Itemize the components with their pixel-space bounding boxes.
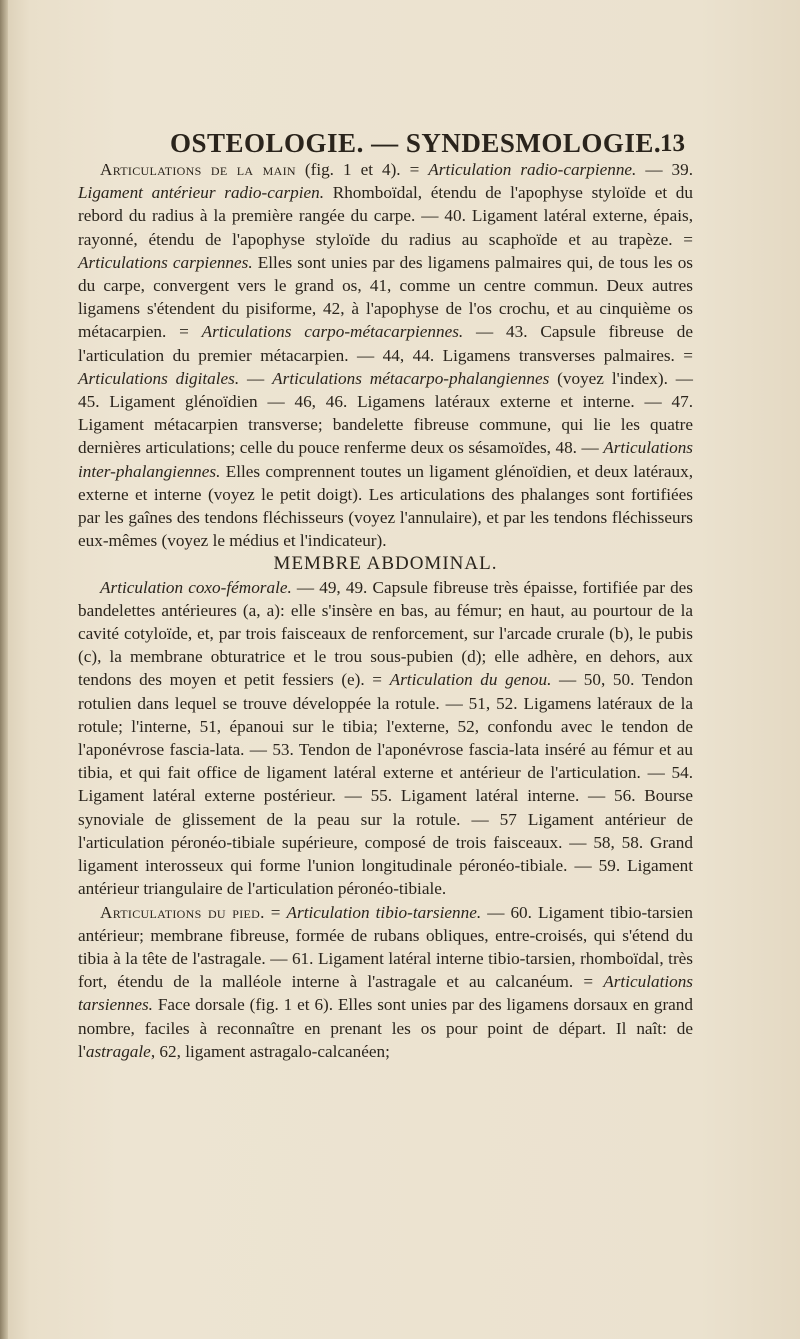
subheading-tarsiennes: Articulations tarsiennes. xyxy=(78,972,693,1015)
paragraph-coxo-femorale xyxy=(78,576,693,901)
text-run: — 39. xyxy=(636,160,694,179)
subheading-carpo-metacarpiennes: Articulations carpo-métacarpiennes. xyxy=(201,322,464,342)
subheading-coxo-femorale: Articulation coxo-fémorale. xyxy=(100,577,292,597)
section-heading: MEMBRE ABDOMINAL. xyxy=(273,553,498,575)
subheading-tibio-tarsienne: Articulation tibio-tarsienne. xyxy=(286,902,482,922)
term-astragale: astragale xyxy=(85,1041,151,1061)
page-binding-edge xyxy=(0,0,8,1339)
text-run: — xyxy=(239,368,273,388)
text-run: — 43. Capsule fibreuse de l'articulation du premier métacarpien. — 44, 44. Ligamens transverses palmaires. = xyxy=(78,322,693,365)
text-run: — 50, 50. Tendon rotulien dans lequel se trouve développée la rotule. — 51, 52. Ligamens latéraux de la rotule; l'interne, 51, épanoui sur le tibia; l'externe, 52, confondu avec le tendon de l'aponévrose fascia-lata. — 53. Tendon de l'aponévrose fascia-lata inséré au fémur et au tibia, et qui fait office de ligament latéral externe et antérieur de l'articulation. — 54. Ligament latéral externe postérieur. — 55. Ligament latéral interne. — 56. Bourse synoviale de glissement de la peau sur la rotule. — 57 Ligament antérieur de l'articulation péronéo-tibiale supérieure, composé de trois faisceaux. — 58, 58. Grand ligament interosseux qui forme l'union longitudinale péronéo-tibiale. — 59. Ligament antérieur triangulaire de l'articulation péronéo-tibiale. xyxy=(78,670,693,899)
subheading-carpiennes: Articulations carpiennes. xyxy=(78,252,253,272)
subheading-genou: Articulation du genou. xyxy=(389,670,552,690)
running-title: OSTEOLOGIE. — SYNDESMOLOGIE. xyxy=(170,128,662,158)
text-run: Rhomboïdal, étendu de l'apophyse styloïde et du rebord du radius à la première rangée du carpe. — 40. Ligament latéral externe, épais, rayonné, étendu de l'apophyse styloïde du radius au scaphoïde et au trapèze. = xyxy=(78,183,693,249)
subheading-digitales: Articulations digitales. xyxy=(78,368,240,388)
text-run: , 62, ligament astragalo-calcanéen; xyxy=(150,1041,390,1061)
text-run: — 49, 49. Capsule fibreuse très épaisse, fortifiée par des bandelettes antérieures (a, a): elle s'insère en bas, au fémur; en haut, au pourtour de la cavité cotyloïde, et, par trois faisceaux de renforcement, sur l'arcade crurale (b), le pubis (c), la membrane obturatrice et le trou sous-pubien (d); elle adhère, en dehors, aux tendons des moyen et petit fessiers (e). = xyxy=(78,577,693,690)
page-number: 13 xyxy=(660,130,685,157)
heading-articulations-main: Articulations de la main xyxy=(100,160,296,179)
heading-articulations-pied: Articulations du pied. xyxy=(100,902,265,922)
subheading-metacarpo-phalangiennes: Articulations métacarpo-phalangiennes xyxy=(272,368,550,388)
subheading-radio-carpienne: Articulation radio-carpienne. xyxy=(428,160,637,179)
subheading-inter-phalangiennes: Articulations inter-phalangiennes. xyxy=(78,438,693,481)
text-run: — 60. Ligament tibio-tarsien antérieur; membrane fibreuse, formée de rubans obliques, entre-croisés, qui s'étend du tibia à la tête de l'astragale. — 61. Ligament latéral interne tibio-tarsien, rhomboïdal, très fort, étendu de la malléole interne à l'astragale et au calcanéum. = xyxy=(78,902,693,992)
term-ligament-anterieur: Ligament antérieur radio-carpien. xyxy=(78,183,325,203)
body-text xyxy=(78,158,693,1063)
text-run: Face dorsale (fig. 1 et 6). Elles sont unies par des ligamens dorsaux en grand nombre, faciles à reconnaître en prenant les os pour point de départ. Il naît: de l' xyxy=(78,995,693,1061)
text-run: = xyxy=(264,902,287,922)
text-run: Elles comprennent toutes un ligament glénoïdien, et deux latéraux, externe et interne (voyez le petit doigt). Les articulations des phalanges sont fortifiées par les gaînes des tendons fléchisseurs (voyez l'annulaire), et par les tendons fléchisseurs eux-mêmes (voyez le médius et l'indicateur). xyxy=(78,461,693,551)
text-run: (fig. 1 et 4). = xyxy=(295,160,429,179)
paragraph-hand-articulations xyxy=(78,158,693,552)
text-run: (voyez l'index). — 45. Ligament glénoïdien — 46, 46. Ligamens latéraux externe et interne. — 47. Ligament métacarpien transverse; bandelette fibreuse commune, qui lie les quatre dernières articulations; celle du pouce renferme deux os sésamoïdes, 48. — xyxy=(78,368,693,458)
paragraph-pied xyxy=(78,901,693,1063)
text-run: Elles sont unies par des ligamens palmaires qui, de tous les os du carpe, convergent vers le grand os, 41, comme un centre commun. Deux autres ligamens s'étendent du pisiforme, 42, à l'apophyse de l'os crochu, et au cinquième os métacarpien. = xyxy=(78,252,693,342)
